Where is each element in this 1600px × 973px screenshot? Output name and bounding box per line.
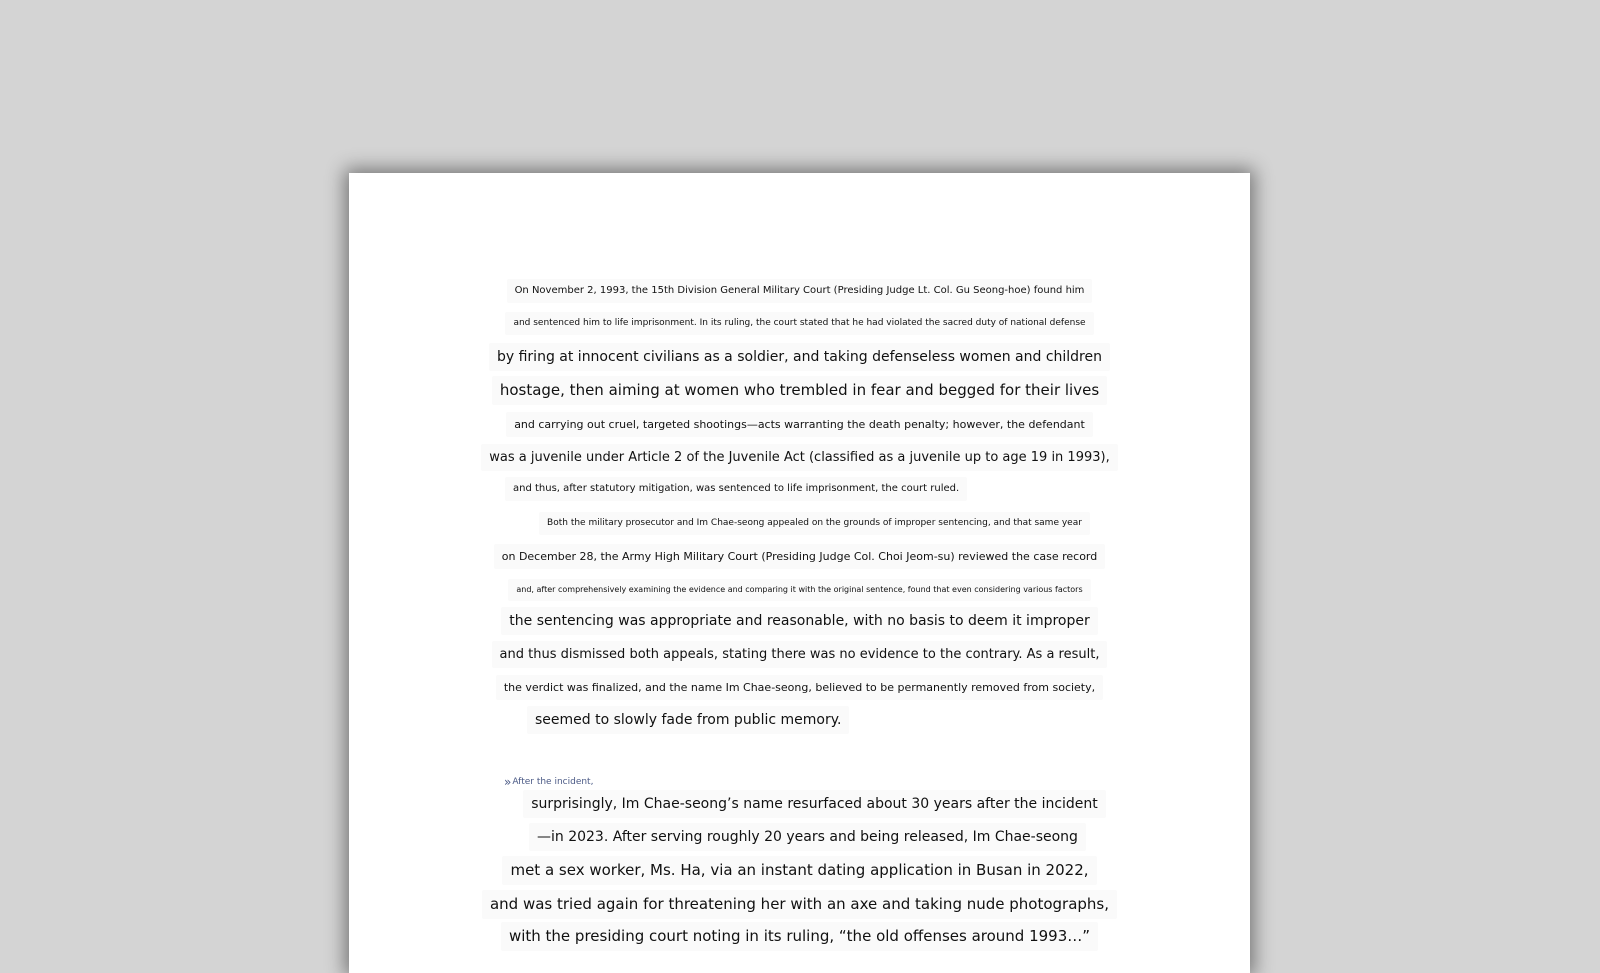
text-line: hostage, then aiming at women who trembled in fear and begged for their lives [349, 376, 1250, 405]
section-note: »After the incident, [504, 775, 594, 789]
text-line: on December 28, the Army High Military Court (Presiding Judge Col. Choi Jeom-su) reviewed the case record [349, 544, 1250, 569]
text-line: On November 2, 1993, the 15th Division General Military Court (Presiding Judge Lt. Col. Gu Seong-hoe) found him [349, 279, 1250, 303]
text-line: with the presiding court noting in its ruling, “the old offenses around 1993…” [349, 922, 1250, 951]
text-line: the verdict was finalized, and the name Im Chae-seong, believed to be permanently removed from society, [349, 675, 1250, 700]
text-line: and thus dismissed both appeals, stating there was no evidence to the contrary. As a result, [349, 641, 1250, 668]
text-line: Both the military prosecutor and Im Chae-seong appealed on the grounds of improper sentencing, and that same year [349, 512, 1250, 535]
text-line: met a sex worker, Ms. Ha, via an instant dating application in Busan in 2022, [349, 856, 1250, 885]
double-chevron-icon: » [504, 775, 512, 789]
text-line: the sentencing was appropriate and reasonable, with no basis to deem it improper [349, 607, 1250, 635]
text-line: was a juvenile under Article 2 of the Juvenile Act (classified as a juvenile up to age 19 in 1993), [349, 444, 1250, 471]
text-line: —in 2023. After serving roughly 20 years and being released, Im Chae-seong [349, 823, 1250, 851]
text-line: and carrying out cruel, targeted shootings—acts warranting the death penalty; however, the defendant [349, 412, 1250, 437]
text-line: and, after comprehensively examining the evidence and comparing it with the original sentence, found that even considering various factors [349, 579, 1250, 601]
text-line: and thus, after statutory mitigation, was sentenced to life imprisonment, the court ruled. [349, 477, 1250, 501]
text-line: and sentenced him to life imprisonment. In its ruling, the court stated that he had violated the sacred duty of national defense [349, 312, 1250, 335]
text-line: and was tried again for threatening her with an axe and taking nude photographs, [349, 890, 1250, 919]
document-page [349, 173, 1250, 973]
text-line: surprisingly, Im Chae-seong’s name resurfaced about 30 years after the incident [349, 790, 1250, 818]
text-line: seemed to slowly fade from public memory. [349, 706, 1250, 734]
text-line: by firing at innocent civilians as a soldier, and taking defenseless women and children [349, 343, 1250, 371]
